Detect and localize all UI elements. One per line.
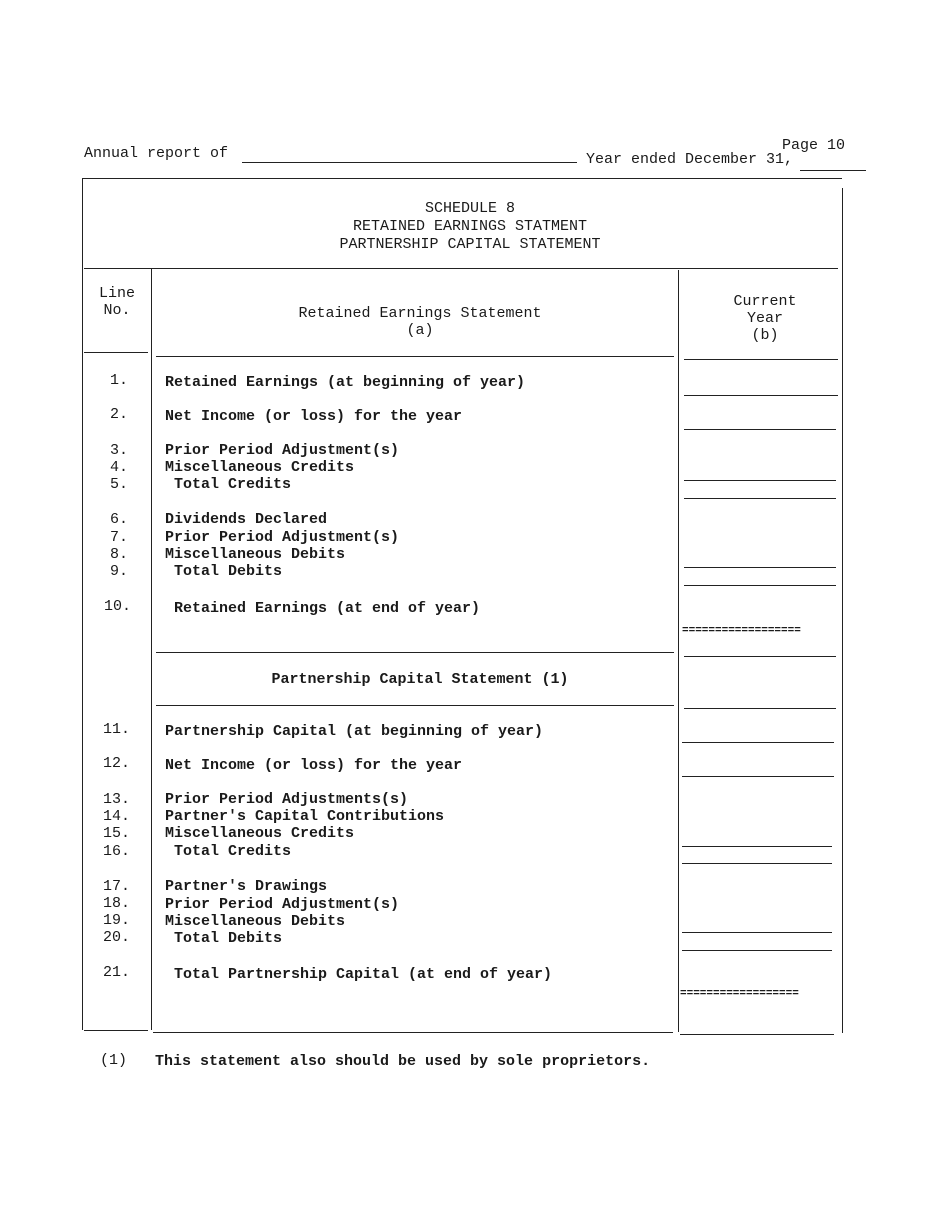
line-no: 14. [103, 808, 131, 825]
row-label: Partner's Capital Contributions [165, 808, 445, 825]
line-no: 18. [103, 895, 131, 912]
line-no: 10. [104, 598, 132, 615]
annual-report-label: Annual report of [84, 145, 229, 162]
section-rule-top [156, 652, 674, 653]
row-label: Total Debits [165, 930, 283, 947]
amount-blank [682, 863, 832, 864]
row-label: Total Credits [165, 476, 292, 493]
footnote-marker: (1) [100, 1052, 128, 1069]
line-no: 5. [110, 476, 129, 493]
year-blank [800, 170, 866, 171]
row-label: Miscellaneous Credits [165, 825, 355, 842]
schedule-title-2: PARTNERSHIP CAPITAL STATEMENT [339, 236, 601, 253]
row-label: Partner's Drawings [165, 878, 328, 895]
line-no: 13. [103, 791, 131, 808]
amount-blank [684, 498, 836, 499]
row-label: Total Credits [165, 843, 292, 860]
header-rule-c [684, 359, 838, 360]
amount-blank [682, 742, 834, 743]
frame-bottom-b [153, 1032, 673, 1033]
line-no: 21. [103, 964, 131, 981]
line-no: 11. [103, 721, 131, 738]
line-no: 19. [103, 912, 131, 929]
line-no: 6. [110, 511, 129, 528]
frame-left [82, 178, 83, 1030]
line-no: 16. [103, 843, 131, 860]
col-header-current-year: Current Year (b) [733, 293, 797, 344]
line-no: 4. [110, 459, 129, 476]
col-divider-2 [678, 270, 679, 1032]
section-rule-top-right [684, 656, 836, 657]
col-divider-1 [151, 268, 152, 1030]
header-rule-b [156, 356, 674, 357]
line-no: 3. [110, 442, 129, 459]
line-no: 12. [103, 755, 131, 772]
partnership-heading: Partnership Capital Statement (1) [271, 671, 569, 688]
row-label: Prior Period Adjustment(s) [165, 442, 400, 459]
line-no: 9. [110, 563, 129, 580]
footnote-text: This statement also should be used by sole proprietors. [155, 1053, 651, 1070]
section-rule-bottom-right [684, 708, 836, 709]
row-label: Retained Earnings (at end of year) [165, 600, 481, 617]
col-header-line-no: Line No. [98, 285, 135, 319]
row-label: Prior Period Adjustments(s) [165, 791, 409, 808]
row-label: Retained Earnings (at beginning of year) [165, 374, 526, 391]
line-no: 1. [110, 372, 129, 389]
row-label: Partnership Capital (at beginning of year) [165, 723, 544, 740]
page-number: Page 10 [782, 137, 846, 154]
annual-report-blank [242, 162, 577, 163]
line-no: 2. [110, 406, 129, 423]
amount-blank [682, 846, 832, 847]
col-header-statement: Retained Earnings Statement (a) [298, 305, 542, 339]
row-label: Prior Period Adjustment(s) [165, 896, 400, 913]
line-no: 8. [110, 546, 129, 563]
row-label: Total Debits [165, 563, 283, 580]
amount-blank [684, 480, 836, 481]
line-no: 7. [110, 529, 129, 546]
row-label: Prior Period Adjustment(s) [165, 529, 400, 546]
title-divider [84, 268, 838, 269]
year-ended-label: Year ended December 31, [586, 151, 794, 168]
line-no: 15. [103, 825, 131, 842]
header-rule-a [84, 352, 148, 353]
schedule-title-1: RETAINED EARNINGS STATMENT [352, 218, 588, 235]
amount-blank [684, 429, 836, 430]
row-label: Miscellaneous Debits [165, 913, 346, 930]
amount-blank [682, 932, 832, 933]
frame-right [842, 188, 843, 1033]
frame-top [82, 178, 842, 179]
amount-blank [684, 395, 838, 396]
line-no: 17. [103, 878, 131, 895]
total-marker: ================== [682, 625, 801, 637]
section-rule-bottom [156, 705, 674, 706]
row-label: Net Income (or loss) for the year [165, 757, 463, 774]
amount-blank [684, 585, 836, 586]
line-no: 20. [103, 929, 131, 946]
amount-blank [682, 776, 834, 777]
frame-bottom-c [680, 1034, 834, 1035]
total-marker: ================== [680, 988, 799, 1000]
schedule-number: SCHEDULE 8 [424, 200, 515, 217]
amount-blank [684, 567, 836, 568]
row-label: Total Partnership Capital (at end of year) [165, 966, 553, 983]
amount-blank [682, 950, 832, 951]
row-label: Dividends Declared [165, 511, 328, 528]
row-label: Net Income (or loss) for the year [165, 408, 463, 425]
frame-bottom-a [84, 1030, 148, 1031]
row-label: Miscellaneous Debits [165, 546, 346, 563]
row-label: Miscellaneous Credits [165, 459, 355, 476]
